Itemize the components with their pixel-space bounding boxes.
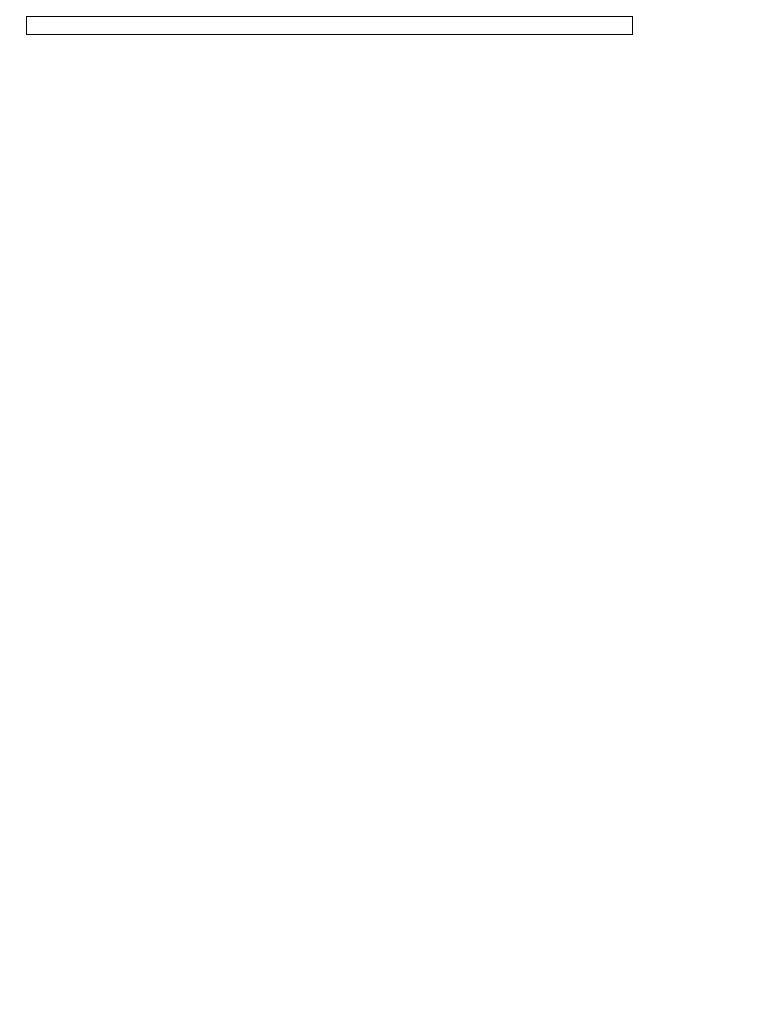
seating-table-classes-3-to-8 xyxy=(26,16,633,35)
page-title xyxy=(27,17,633,35)
title-row xyxy=(27,17,633,35)
